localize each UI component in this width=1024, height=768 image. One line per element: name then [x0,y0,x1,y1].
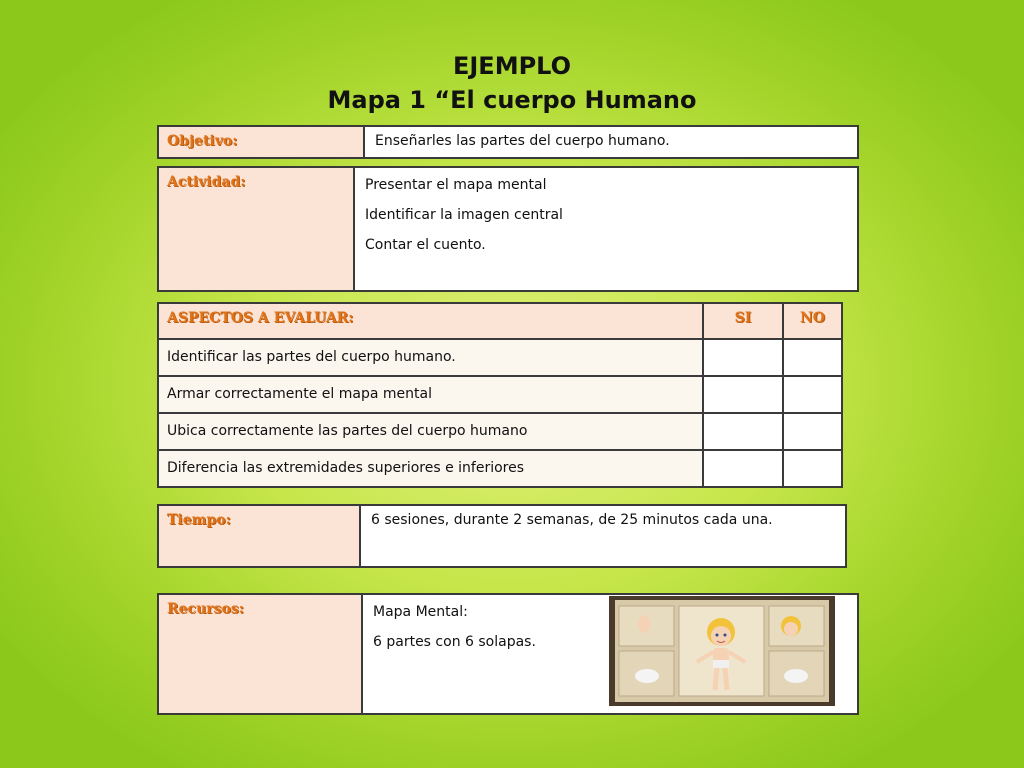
yes-checkbox-cell[interactable] [703,339,783,376]
no-checkbox-cell[interactable] [783,450,842,487]
objetivo-label: Objetivo: [158,126,364,158]
no-checkbox-cell[interactable] [783,376,842,413]
no-column-header: NO [783,303,842,339]
yes-checkbox-cell[interactable] [703,376,783,413]
aspect-text: Ubica correctamente las partes del cuerpo humano [158,413,703,450]
recursos-label: Recursos: [158,594,362,714]
recursos-item: Mapa Mental: [373,604,468,620]
aspect-text: Armar correctamente el mapa mental [158,376,703,413]
no-checkbox-cell[interactable] [783,339,842,376]
tiempo-label: Tiempo: [158,505,360,567]
actividad-item: Presentar el mapa mental [365,177,547,193]
aspect-text: Identificar las partes del cuerpo humano. [158,339,703,376]
actividad-item: Contar el cuento. [365,237,486,253]
table-row [158,339,842,376]
recursos-item: 6 partes con 6 solapas. [373,634,536,650]
table-row [158,376,842,413]
mind-map-photo [609,596,835,706]
objetivo-table [157,125,859,159]
actividad-label: Actividad: [158,167,354,291]
actividad-table [157,166,859,292]
tiempo-value: 6 sesiones, durante 2 semanas, de 25 minutos cada una. [360,505,846,567]
slide-subtitle: Mapa 1 “El cuerpo Humano [327,86,697,114]
yes-column-header: SI [703,303,783,339]
tiempo-table [157,504,847,568]
actividad-item: Identificar la imagen central [365,207,563,223]
slide-title: EJEMPLO [452,52,572,80]
no-checkbox-cell[interactable] [783,413,842,450]
aspect-text: Diferencia las extremidades superiores e inferiores [158,450,703,487]
actividad-list [354,167,858,291]
yes-checkbox-cell[interactable] [703,413,783,450]
mind-map-photo-image [609,596,835,706]
objetivo-value: Enseñarles las partes del cuerpo humano. [364,126,858,158]
table-row [158,413,842,450]
table-row [158,450,842,487]
yes-checkbox-cell[interactable] [703,450,783,487]
evaluation-table [157,302,843,488]
evaluation-header: ASPECTOS A EVALUAR: [158,303,703,339]
